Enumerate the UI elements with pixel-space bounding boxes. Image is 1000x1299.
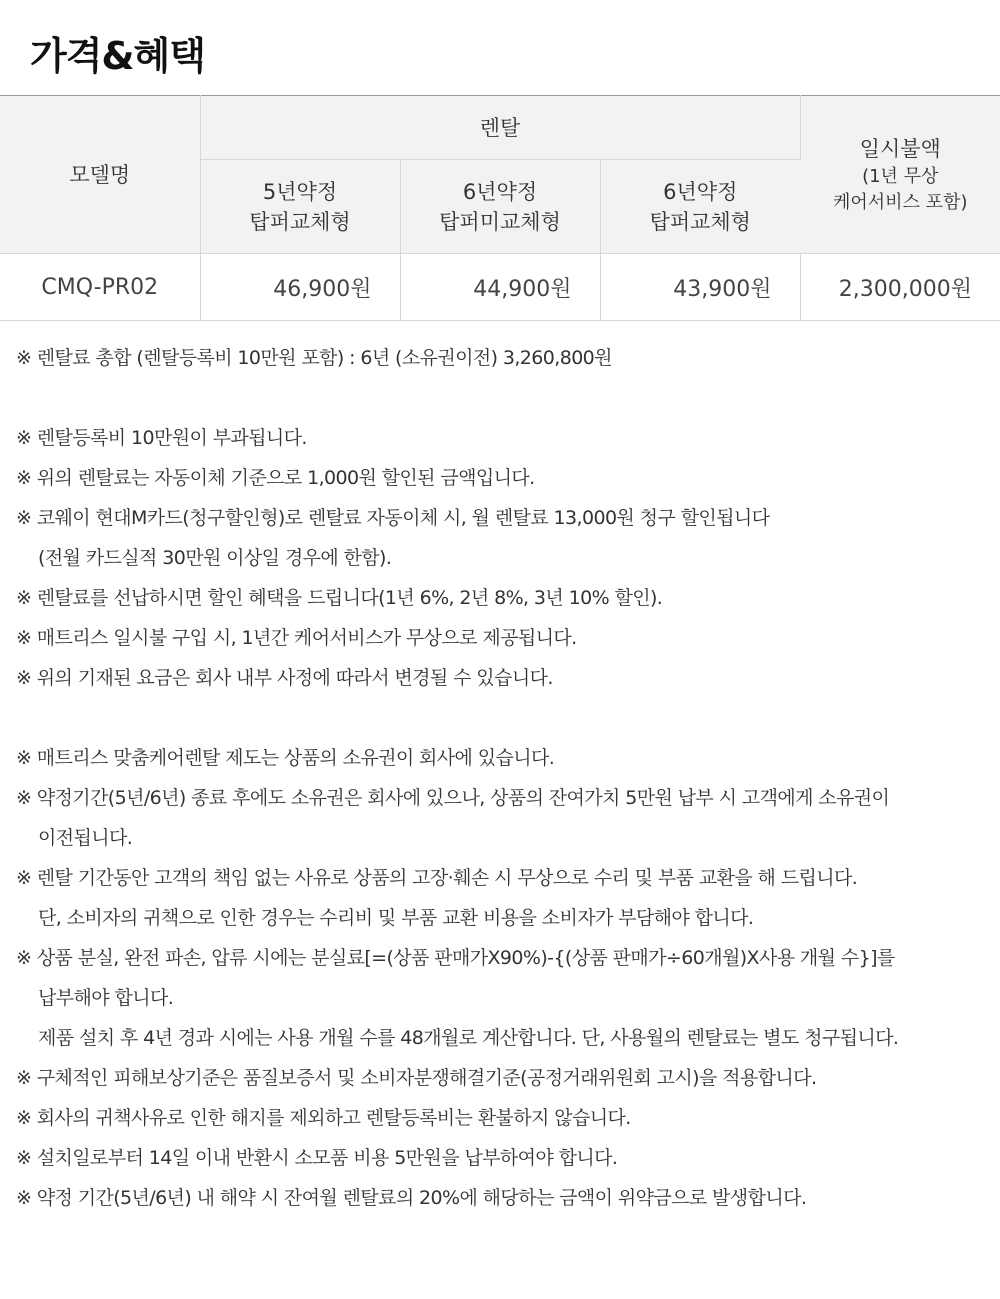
note-ownership-transfer-cont: 이전됩니다.: [38, 827, 133, 849]
header-lumpsum-label: 일시불액: [859, 136, 941, 161]
note-loss-fee: ※ 상품 분실, 완전 파손, 압류 시에는 분실료[=(상품 판매가X90%)-{(상품 판매가÷60개월)X사용 개월 수}]를: [16, 947, 895, 969]
note-loss-fee-cont: 납부해야 합니다.: [38, 987, 174, 1009]
plan-type: 탑퍼교체형: [249, 209, 351, 234]
note-loss-fee-cont2: 제품 설치 후 4년 경과 시에는 사용 개월 수를 48개월로 계산합니다. 단, 사용월의 렌탈료는 별도 청구됩니다.: [38, 1027, 899, 1049]
note-lumpsum-care: ※ 매트리스 일시불 구입 시, 1년간 케어서비스가 무상으로 제공됩니다.: [16, 627, 577, 649]
notes-list: [16, 338, 986, 1218]
cell-lumpsum: 2,300,000원: [800, 254, 1000, 321]
plan-type: 탑퍼교체형: [649, 209, 751, 234]
note-spacer: [16, 698, 986, 738]
note-refund: ※ 회사의 귀책사유로 인한 해지를 제외하고 렌탈등록비는 환불하지 않습니다.: [16, 1107, 631, 1129]
header-lumpsum: [800, 96, 1000, 254]
header-plan-5y-swap: [200, 160, 400, 254]
note-registration-fee: ※ 렌탈등록비 10만원이 부과됩니다.: [16, 427, 307, 449]
header-plan-6y-swap: [600, 160, 800, 254]
note-ownership-transfer: ※ 약정기간(5년/6년) 종료 후에도 소유권은 회사에 있으나, 상품의 잔여가치 5만원 납부 시 고객에게 소유권이: [16, 787, 890, 809]
plan-type: 탑퍼미교체형: [439, 209, 561, 234]
header-rental: 렌탈: [200, 96, 800, 160]
note-prepay-discount: ※ 렌탈료를 선납하시면 할인 혜택을 드립니다(1년 6%, 2년 8%, 3년 10% 할인).: [16, 587, 663, 609]
cell-price-6y-noswap: 44,900원: [400, 254, 600, 321]
plan-term: 6년약정: [462, 179, 538, 204]
cell-model: CMQ-PR02: [0, 254, 200, 321]
plan-term: 5년약정: [262, 179, 338, 204]
price-table: [0, 95, 1000, 321]
note-autopay-discount: ※ 위의 렌탈료는 자동이체 기준으로 1,000원 할인된 금액입니다.: [16, 467, 535, 489]
table-row: [0, 254, 1000, 321]
note-card-discount-cont: (전월 카드실적 30만원 이상일 경우에 한함).: [38, 547, 392, 569]
note-rental-total: ※ 렌탈료 총합 (렌탈등록비 10만원 포함) : 6년 (소유권이전) 3,260,800원: [16, 347, 612, 369]
note-penalty: ※ 약정 기간(5년/6년) 내 해약 시 잔여월 렌탈료의 20%에 해당하는 금액이 위약금으로 발생합니다.: [16, 1187, 807, 1209]
cell-price-6y-swap: 43,900원: [600, 254, 800, 321]
plan-term: 6년약정: [663, 179, 738, 204]
header-plan-6y-noswap: [400, 160, 600, 254]
note-price-change: ※ 위의 기재된 요금은 회사 내부 사정에 따라서 변경될 수 있습니다.: [16, 667, 553, 689]
header-lumpsum-note: (1년 무상 케어서비스 포함): [833, 165, 968, 213]
header-model: 모델명: [0, 96, 200, 254]
note-spacer: [16, 378, 986, 418]
note-compensation: ※ 구체적인 피해보상기준은 품질보증서 및 소비자분쟁해결기준(공정거래위원회 고시)을 적용합니다.: [16, 1067, 817, 1089]
note-ownership: ※ 매트리스 맞춤케어렌탈 제도는 상품의 소유권이 회사에 있습니다.: [16, 747, 555, 769]
note-free-repair-cont: 단, 소비자의 귀책으로 인한 경우는 수리비 및 부품 교환 비용을 소비자가 부담해야 합니다.: [38, 907, 754, 929]
page-title: 가격&혜택: [30, 34, 205, 78]
cell-price-5y-swap: 46,900원: [200, 254, 400, 321]
note-card-discount: ※ 코웨이 현대M카드(청구할인형)로 렌탈료 자동이체 시, 월 렌탈료 13,000원 청구 할인됩니다: [16, 507, 770, 529]
note-return-fee: ※ 설치일로부터 14일 이내 반환시 소모품 비용 5만원을 납부하여야 합니다.: [16, 1147, 618, 1169]
note-free-repair: ※ 렌탈 기간동안 고객의 책임 없는 사유로 상품의 고장·훼손 시 무상으로 수리 및 부품 교환을 해 드립니다.: [16, 867, 858, 889]
